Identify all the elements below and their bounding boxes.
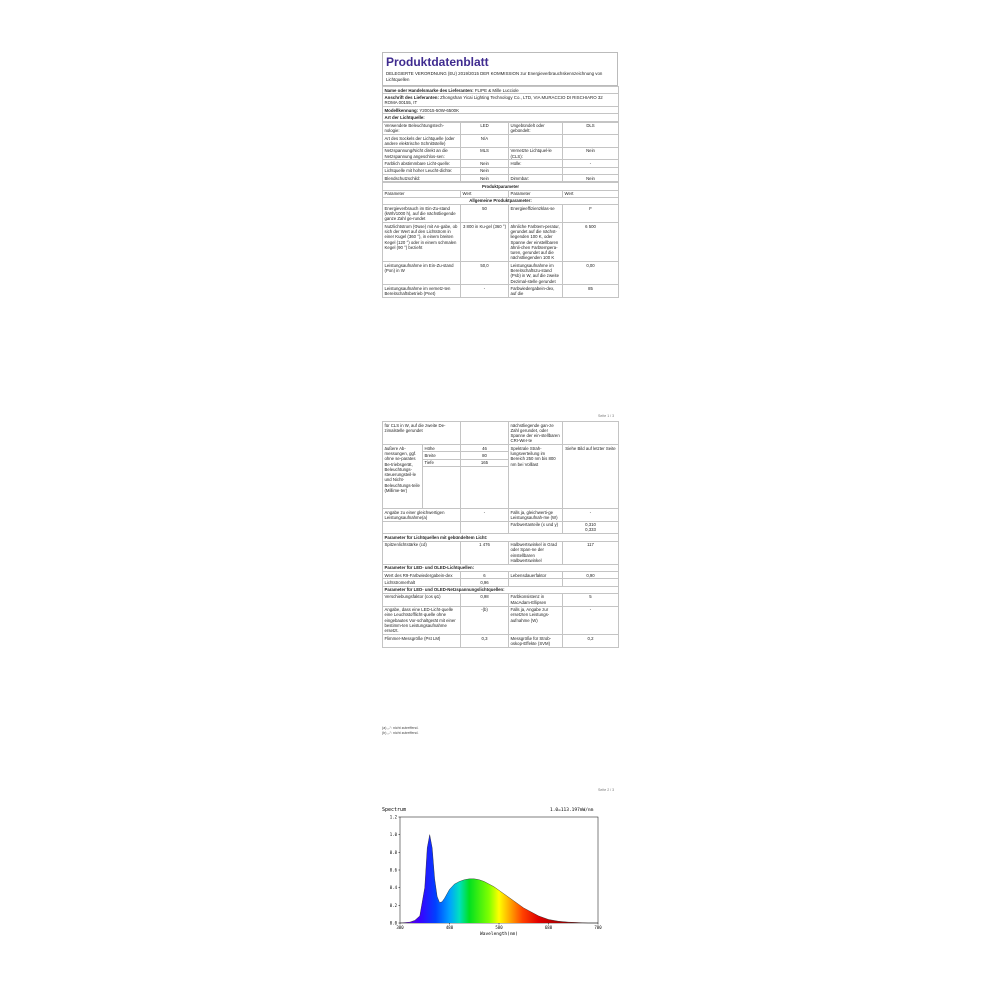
cell-l1: Farblich abstimmbare Licht-quelle: xyxy=(383,160,461,167)
cell-l1: Art des Sockels der Lichtquelle (oder andere elektrische Schnittstelle) xyxy=(383,135,461,148)
cell-l2: ähnliche Farbtem-peratur, gerundet auf die nächst-liegenden 100 K, oder Spanne der einstellbaren ähnli-chen Farbtempera-turen, gerundet auf die nächstliegenden 100 K xyxy=(509,223,563,262)
y-tick-label: 1.0 xyxy=(389,832,397,838)
col-value: Wert xyxy=(461,190,509,197)
col-parameter: Parameter xyxy=(383,190,461,197)
x-axis-label: Wavelength(nm) xyxy=(480,932,518,937)
table-row xyxy=(383,262,619,285)
y-tick-label: 0.0 xyxy=(389,920,397,926)
cell-l2: Farbwiedergabein-dex, auf die xyxy=(509,285,563,298)
x-tick-label: 380 xyxy=(396,925,404,930)
col-value-2: Wert xyxy=(563,190,619,197)
cell-l1: Lichtquelle mit hoher Leucht-dichte: xyxy=(383,167,461,174)
table-row: Verschiebungsfaktor (cos φ1) 0,98 Farbkonsistenz in MacAdam-Ellipsen 5 xyxy=(383,593,619,606)
cell-v2: 6 500 xyxy=(563,223,619,262)
table-row: Flimmer-Messgröße (Pst LM) 0,3 Messgröße für Strob-oskop-Effekte (SVM) 0,2 xyxy=(383,635,619,648)
cell-v1: - xyxy=(461,285,509,298)
y-tick-label: 0.8 xyxy=(389,849,397,855)
footnotes xyxy=(382,726,618,736)
cell-v1: N/A xyxy=(461,135,509,148)
spectrum-area xyxy=(400,835,598,923)
cell-l1: Leistungsaufnahme im vernetz-ten Bereitschaftsbetrieb (Pnet) xyxy=(383,285,461,298)
table-row xyxy=(383,160,619,167)
light-source-type-table xyxy=(382,122,619,183)
cell-v2: Nein xyxy=(563,147,619,160)
table-row: Lichtstromerhalt 0,96 xyxy=(383,579,619,586)
cell-l1: Verwendete Beleuchtungstech-nologie: xyxy=(383,122,461,135)
chart-annotation: 1.0=113.197mW/nm xyxy=(550,808,594,813)
y-tick-label: 0.2 xyxy=(389,902,397,908)
table-row: für CLS in W, auf die zweite De-zimalstelle gerundet nächstliegende gan-ze Zahl gerundet, oder Spanne der ein-stellbaren CRI-Wer-te xyxy=(383,422,619,445)
cell-l2: Energieeffizienzklas-se xyxy=(509,205,563,223)
header-info-table xyxy=(382,86,619,121)
page-number-1: Seite 1 / 3 xyxy=(598,414,615,418)
general-parameters-heading: Allgemeine Produktparameter: xyxy=(383,197,619,204)
footnote-b: (b) „-“: nicht zutreffend. xyxy=(382,731,419,735)
spectrum-chart xyxy=(380,803,620,943)
cell-v1: 50,0 xyxy=(461,262,509,285)
datasheet-page-1 xyxy=(382,52,618,298)
cell-v2: 0,00 xyxy=(563,262,619,285)
table-row: Farbwertanteile (x und y) 0,310 0,333 xyxy=(383,521,619,534)
cell-v1: Nein xyxy=(461,160,509,167)
table-row xyxy=(383,223,619,262)
chart-title: Spectrum xyxy=(382,807,407,813)
table-row: äußere Ab-messungen, ggf. ohne se-parates Be-triebsgerät, Beleuchtungs-steuerungsteil-le und Nicht-Beleuchtungs-teile (Millime-ter) Höhe 46 Spektrale Strah-lungsverteilung im Bereich 250 nm bis 800 nm bei Volllast Siehe Bild auf letzter Seite xyxy=(383,445,619,452)
y-tick-label: 0.4 xyxy=(389,885,397,891)
cell-l2: Leistungsaufnahme im Bereitschaftszu-stand (Psb) in W, auf die zweite Dezimal-stelle gerundet xyxy=(509,262,563,285)
light-source-type-heading: Art der Lichtquelle: xyxy=(383,114,619,121)
y-tick-label: 1.2 xyxy=(389,814,397,820)
directional-heading: Parameter für Lichtquellen mit gebündeltem Licht: xyxy=(383,534,619,541)
page2-table xyxy=(382,421,619,648)
spectrum-svg xyxy=(380,803,620,943)
table-row xyxy=(383,122,619,135)
cell-v1: 3 800 in Ku-gel (360 °) xyxy=(461,223,509,262)
x-tick-label: 780 xyxy=(594,925,602,930)
cell-v1: MLS xyxy=(461,147,509,160)
x-tick-label: 480 xyxy=(445,925,454,930)
cell-v2 xyxy=(563,167,619,174)
col-parameter-2: Parameter xyxy=(509,190,563,197)
y-tick-label: 0.6 xyxy=(389,867,397,873)
footnote-a: (a) „-“: nicht zutreffend. xyxy=(382,726,419,730)
led-heading: Parameter für LED- und OLED-Lichtquellen: xyxy=(383,564,619,571)
cell-l1: Blendschutzschild: xyxy=(383,175,461,182)
table-row: Angabe, dass eine LED-Licht-quelle eine Leuchtstofflicht-quelle ohne eingebautes Vor-schaltgerät mit einer bestimm-ten Leistungsaufnahme ersetzt. -(b) Falls ja, Angabe zur ersetzten Leistungs-aufnahme (W) - xyxy=(383,606,619,634)
cell-v1: LED xyxy=(461,122,509,135)
model-row: Modellkennung: Y20015-50W-6500K xyxy=(383,107,619,114)
product-parameters-heading: Produktparameter xyxy=(383,183,619,190)
x-tick-label: 580 xyxy=(495,925,503,930)
cell-v2: - xyxy=(563,160,619,167)
cell-v2 xyxy=(563,135,619,148)
supplier-row: Name oder Handelsmarke des Lieferanten: FLIPE & Mille Lucciole xyxy=(383,87,619,94)
cell-v2: DLS xyxy=(563,122,619,135)
table-row xyxy=(383,167,619,174)
datasheet-page-2 xyxy=(382,421,618,648)
cell-l1: Netzspannung/Nicht direkt an die Netzspannung angeschlos-sen: xyxy=(383,147,461,160)
cell-v2: F xyxy=(563,205,619,223)
cell-v1: 50 xyxy=(461,205,509,223)
regulation-subtitle: DELEGIERTE VERORDNUNG (EU) 2019/2015 DER KOMMISSION zur Energieverbrauchskennzeichnung von Lichtquellen xyxy=(386,71,603,82)
cell-v1: Nein xyxy=(461,167,509,174)
table-row xyxy=(383,205,619,223)
page-number-2: Seite 2 / 3 xyxy=(598,788,615,792)
cell-l2: Hülle: xyxy=(509,160,563,167)
table-row: Angabe zu einer gleichwertigen Leistungsaufnahme(a) - Falls ja, gleichwerti-ge Leistungsaufnah-me (W) - xyxy=(383,509,619,522)
table-row xyxy=(383,285,619,298)
cell-l2: Vernetzte Lichtquel-le (CLS): xyxy=(509,147,563,160)
cell-l2 xyxy=(509,167,563,174)
cell-v2: 85 xyxy=(563,285,619,298)
page-title: Produktdatenblatt xyxy=(386,55,489,69)
table-row: Wert des R9-Farbwiedergabein-dex 6 Lebensdauerfaktor 0,90 xyxy=(383,572,619,579)
title-box xyxy=(382,52,618,86)
product-parameters-table xyxy=(382,182,619,298)
cell-l2: Ungebündelt oder gebündelt: xyxy=(509,122,563,135)
cell-v2: Nein xyxy=(563,175,619,182)
cell-l1: Nutzlichtstrom (Φuse) mit An-gabe, ob sich der Wert auf den Lichtstrom in einer Kugel (360 °), in einem breiten Kegel (120 °) oder in einem schmalen Kegel (90 °) bezieht xyxy=(383,223,461,262)
table-row: Tiefe 165 xyxy=(383,459,619,466)
x-tick-label: 680 xyxy=(544,925,553,930)
address-row: Anschrift des Lieferanten: Zhongshan Yicai Lighting Technology Co., LTD, VIA MURACCIO DI RISCHIARO 32 ROMA 00155, IT xyxy=(383,94,619,107)
cell-l1: Energieverbrauch im Ein-Zu-stand (kWh/1000 h), auf die nächstliegende ganze Zahl ge-rundet xyxy=(383,205,461,223)
table-row xyxy=(383,175,619,182)
table-row: Breite 80 xyxy=(383,452,619,459)
cell-l2 xyxy=(509,135,563,148)
table-row xyxy=(383,147,619,160)
cell-l2: Dimmbar: xyxy=(509,175,563,182)
table-row xyxy=(383,135,619,148)
dimensions-label: äußere Ab-messungen, ggf. ohne se-parates Be-triebsgerät, Beleuchtungs-steuerungsteil-le und Nicht-Beleuchtungs-teile (Millime-ter) xyxy=(383,445,423,509)
cell-l1: Leistungsaufnahme im Ein-Zu-stand (Pon) in W xyxy=(383,262,461,285)
table-row: Spitzenlichtstärke (cd) 1 476 Halbwertswinkel in Grad oder Span-ne der einstellbaren Halbwertswinkel 117 xyxy=(383,541,619,564)
cell-v1: Nein xyxy=(461,175,509,182)
mains-heading: Parameter für LED- und OLED-Netzspannungslichtquellen: xyxy=(383,586,619,593)
